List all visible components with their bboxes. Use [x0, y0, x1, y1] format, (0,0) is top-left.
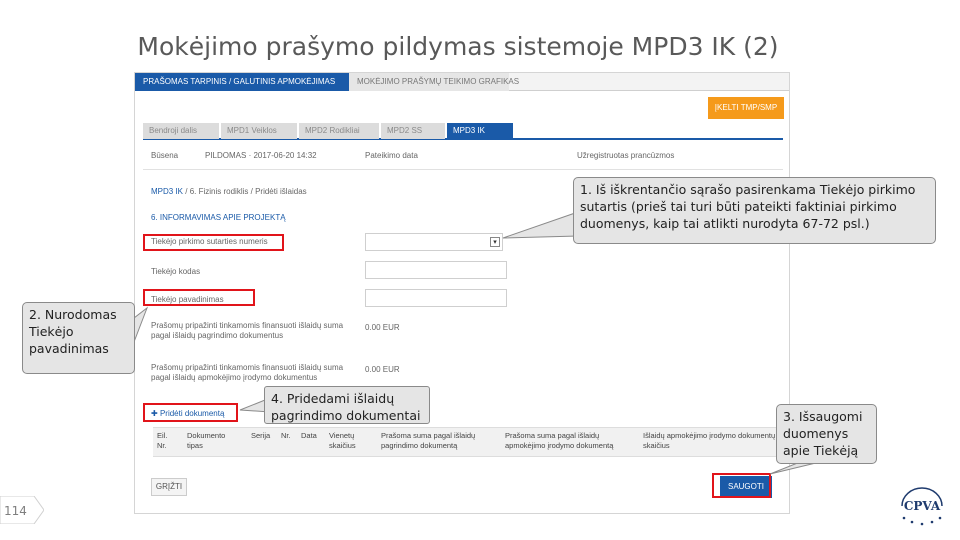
- amount-value-2: 0.00 EUR: [365, 365, 400, 374]
- breadcrumb: MPD3 IK / 6. Fizinis rodiklis / Pridėti išlaidas: [151, 187, 307, 196]
- callout-save-supplier: 3. Išsaugomi duomenys apie Tiekėją: [776, 404, 877, 464]
- th-unit-count: Vienetų skaičius: [329, 431, 356, 450]
- breadcrumb-add-costs: Pridėti išlaidas: [255, 187, 307, 196]
- supplier-name-label: Tiekėjo pavadinimas: [151, 295, 224, 304]
- th-amount-payment-proof: Prašoma suma pagal išlaidų apmokėjimo įrodymo dokumentą: [505, 431, 614, 450]
- callout-add-documents: 4. Pridedami išlaidų pagrindimo dokumentai: [264, 386, 430, 424]
- plus-icon: ✚: [151, 409, 160, 418]
- logo-text: CPVA: [903, 499, 941, 513]
- import-button[interactable]: ĮKELTI TMP/SMP: [708, 97, 784, 119]
- tab-payment-schedule[interactable]: MOKĖJIMO PRAŠYMŲ TEIKIMO GRAFIKAS: [349, 73, 509, 91]
- th-series: Serija: [251, 431, 271, 440]
- slide-title: Mokėjimo prašymo pildymas sistemoje MPD3 IK (2): [137, 32, 779, 61]
- th-document-type: Dokumento tipas: [187, 431, 226, 450]
- breadcrumb-indicator[interactable]: 6. Fizinis rodiklis: [189, 187, 249, 196]
- add-document-link[interactable]: ✚ Pridėti dokumentą: [151, 409, 225, 418]
- th-date: Data: [301, 431, 317, 440]
- subtab-mpd3-ik[interactable]: MPD3 IK: [447, 123, 513, 139]
- th-payment-proof-count: Išlaidų apmokėjimo įrodymo dokumentų skaičius: [643, 431, 776, 450]
- breadcrumb-mpd3[interactable]: MPD3 IK: [151, 187, 184, 196]
- amount-value-1: 0.00 EUR: [365, 323, 400, 332]
- supplier-code-label: Tiekėjo kodas: [151, 267, 201, 276]
- cpva-logo: [894, 484, 950, 528]
- amount-label-2: Prašomų pripažinti tinkamomis finansuoti išlaidų suma pagal išlaidų apmokėjimo įrodymo dokumentus: [151, 363, 344, 382]
- chevron-down-icon[interactable]: ▾: [490, 237, 500, 247]
- callout-supplier-name: 2. Nurodomas Tiekėjo pavadinimas: [22, 302, 135, 374]
- subtab-mpd2-ss[interactable]: MPD2 SS: [381, 123, 445, 139]
- th-number: Nr.: [281, 431, 291, 440]
- subtab-general[interactable]: Bendroji dalis: [143, 123, 219, 139]
- section-title: 6. INFORMAVIMAS APIE PROJEKTĄ: [151, 213, 286, 222]
- back-button[interactable]: GRĮŽTI: [151, 478, 187, 496]
- amount-label-1: Prašomų pripažinti tinkamomis finansuoti išlaidų suma pagal išlaidų pagrindimo dokumentus: [151, 321, 344, 340]
- status-label: Būsena: [151, 151, 179, 160]
- subtab-mpd2-indicators[interactable]: MPD2 Rodikliai: [299, 123, 379, 139]
- tab-intermediate-payment[interactable]: PRAŠOMAS TARPINIS / GALUTINIS APMOKĖJIMAS: [135, 73, 349, 91]
- fill-date-label: Pateikimo data: [365, 151, 418, 160]
- th-row-number: Eil. Nr.: [157, 431, 168, 450]
- supplier-contract-label: Tiekėjo pirkimo sutarties numeris: [151, 237, 268, 246]
- save-button[interactable]: SAUGOTI: [720, 476, 772, 498]
- registration-label: Užregistruotas prancūzmos: [577, 151, 675, 160]
- page-number: 114: [4, 504, 27, 518]
- subtab-mpd1[interactable]: MPD1 Veiklos: [221, 123, 297, 139]
- status-value: PILDOMAS · 2017-06-20 14:32: [205, 151, 317, 160]
- th-amount-justification: Prašoma suma pagal išlaidų pagrindimo dokumentą: [381, 431, 476, 450]
- callout-select-contract: 1. Iš iškrentančio sąrašo pasirenkama Tiekėjo pirkimo sutartis (prieš tai turi būti pateikti faktiniai pirkimo duomenys, kaip tai atlikti nurodyta 67-72 psl.): [573, 177, 936, 244]
